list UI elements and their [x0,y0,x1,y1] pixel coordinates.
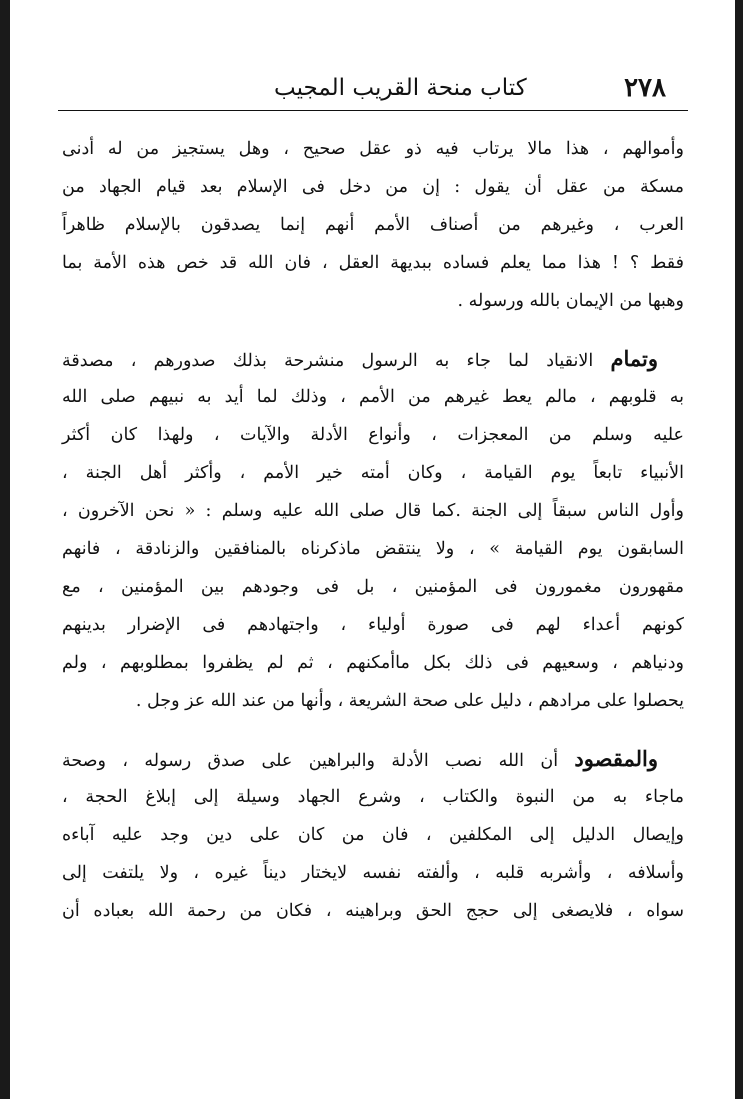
text-line: مسكة من عقل أن يقول : إن من دخل فى الإسلام بعد قيام الجهاد من [62,177,684,197]
book-page [58,0,688,1099]
text-line: يحصلوا على مرادهم ، دليل على صحة الشريعة ، وأنها من عند الله عز وجل . [135,691,684,711]
text-line: السابقون يوم القيامة » ، ولا ينتقض ماذكرناه بالمنافقين والزنادقة ، فانهم [62,539,684,559]
body-text [58,130,688,930]
paragraph-first-line-text: الانقياد لما جاء به الرسول منشرحة بذلك صدورهم ، مصدقة [62,351,594,371]
text-line: فقط ؟ ! هذا مما يعلم فساده ببديهة العقل ، فان الله قد خص هذه الأمة بما [62,253,684,273]
text-line: وأموالهم ، هذا مالا يرتاب فيه ذو عقل صحيح ، وهل يستجيز من له أدنى [62,139,684,159]
text-line: الأنبياء تابعاً يوم القيامة ، وكان أمته خير الأمم ، وأكثر أهل الجنة ، [62,463,684,483]
text-line: عليه وسلم من المعجزات ، وأنواع الأدلة والآيات ، ولهذا كان أكثر [62,425,684,445]
text-line: وأول الناس سبقاً إلى الجنة .كما قال صلى الله عليه وسلم : « نحن الآخرون ، [62,501,684,521]
text-line: وإيصال الدليل إلى المكلفين ، فان من كان على دين وجد عليه آباءه [62,825,684,845]
paragraph-lead-word: وتمام [610,346,658,371]
text-line: مقهورون مغمورون فى المؤمنين ، بل فى وجودهم بين المؤمنين ، مع [62,577,684,597]
header-rule [58,110,688,111]
scan-left-edge [0,0,10,1099]
page-number: ٢٧٨ [624,73,666,103]
running-title: كتاب منحة القريب المجيب [274,75,527,101]
scan-right-edge [735,0,743,1099]
paragraph-gap [58,720,688,740]
paragraph-first-line [58,740,688,778]
paragraph-first-line-text: أن الله نصب الأدلة والبراهين على صدق رسوله ، وصحة [62,751,559,771]
paragraph-first-line [58,340,688,378]
text-line: كونهم أعداء لهم فى صورة أولياء ، واجتهادهم فى الإضرار بدينهم [62,615,684,635]
text-line: سواه ، فلايصغى إلى حجج الحق وبراهينه ، فكان من رحمة الله بعباده أن [62,901,684,921]
paragraph-gap [58,320,688,340]
text-line: به قلوبهم ، مالم يعط غيرهم من الأمم ، وذلك لما أيد به نبيهم صلى الله [62,387,684,407]
text-line: العرب ، وغيرهم من أصناف الأمم أنهم إنما يصدقون بالإسلام ظاهراً [62,215,684,235]
page-header [58,68,688,108]
text-line: ودنياهم ، وسعيهم فى ذلك بكل ماأمكنهم ، ثم لم يظفروا بمطلوبهم ، ولم [62,653,684,673]
paragraph-lead-word: والمقصود [574,746,658,771]
text-line: ماجاء به من النبوة والكتاب ، وشرع الجهاد وسيلة إلى إبلاغ الحجة ، [62,787,684,807]
text-line: وهبها من الإيمان بالله ورسوله . [457,291,684,311]
text-line: وأسلافه ، وأشربه قلبه ، وألفته نفسه لايختار ديناً غيره ، ولا يلتفت إلى [62,863,684,883]
